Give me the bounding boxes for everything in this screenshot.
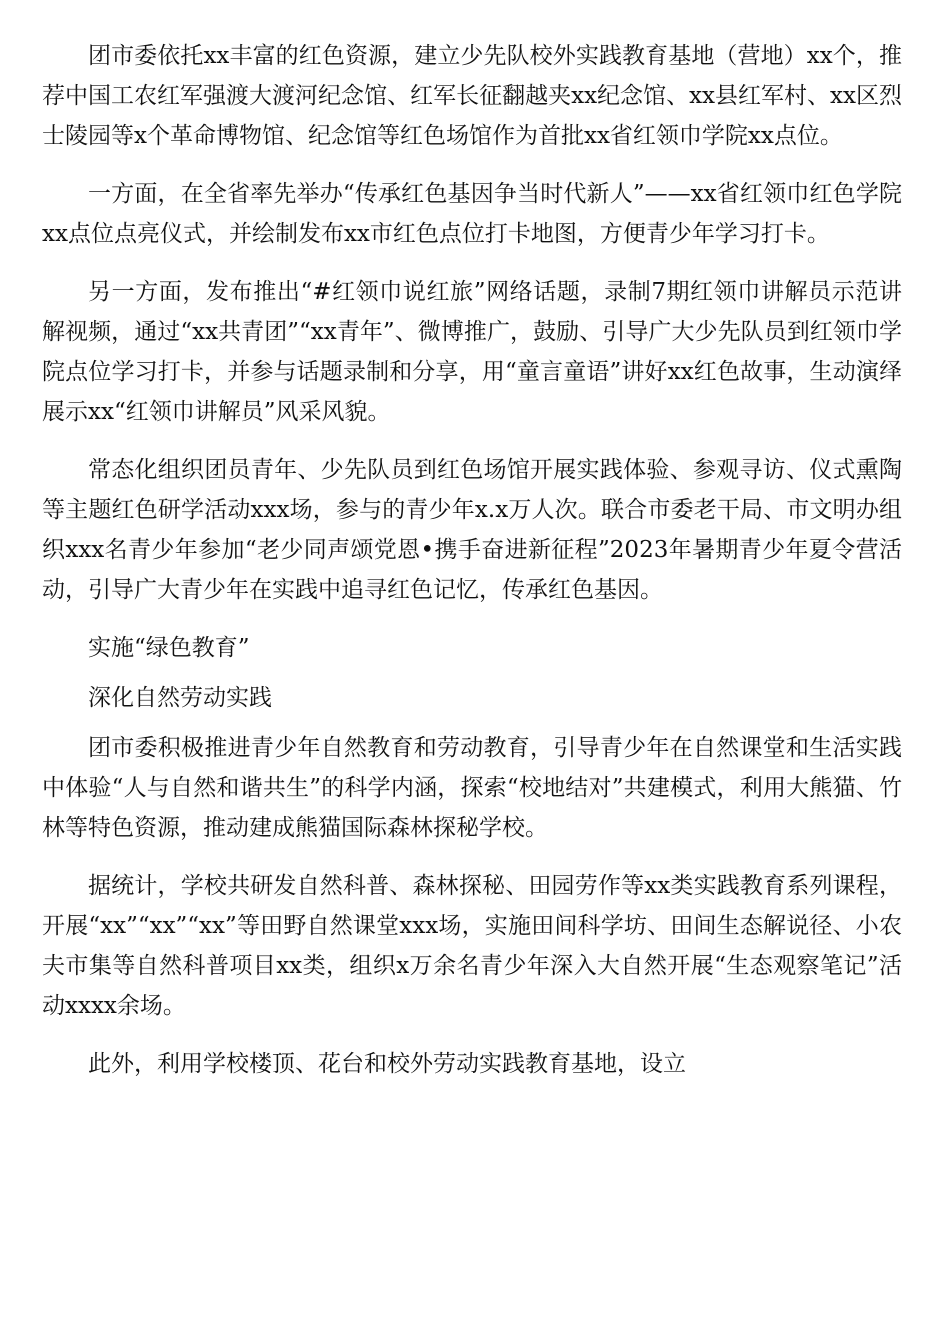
section-subheading-nature-labor: 深化自然劳动实践 bbox=[88, 685, 272, 711]
paragraph-study-activities: 常态化组织团员青年、少先队员到红色场馆开展实践体验、参观寻访、仪式熏陶等主题红色研学活动xxx场，参与的青少年x.x万人次。联合市委老干局、市文明办组织xxx名青少年参加“老少同声颂党恩•携手奋进新征程”2023年暑期青少年夏令营活动，引导广大青少年在实践中追寻红色记忆，传承红色基因。 bbox=[42, 457, 902, 603]
section-heading-green-education: 实施“绿色教育” bbox=[88, 635, 250, 661]
paragraph-statistics: 据统计，学校共研发自然科普、森林探秘、田园劳作等xx类实践教育系列课程，开展“xx”“xx”“xx”等田野自然课堂xxx场，实施田间科学坊、田间生态解说径、小农夫市集等自然科普项目xx类，组织x万余名青少年深入大自然开展“生态观察笔记”活动xxxx余场。 bbox=[42, 873, 902, 1019]
paragraph-lighting-ceremony: 一方面，在全省率先举办“传承红色基因争当时代新人”——xx省红领巾红色学院xx点位点亮仪式，并绘制发布xx市红色点位打卡地图，方便青少年学习打卡。 bbox=[42, 181, 902, 247]
paragraph-additional: 此外，利用学校楼顶、花台和校外劳动实践教育基地，设立 bbox=[88, 1051, 686, 1077]
paragraph-nature-education: 团市委积极推进青少年自然教育和劳动教育，引导青少年在自然课堂和生活实践中体验“人与自然和谐共生”的科学内涵，探索“校地结对”共建模式，利用大熊猫、竹林等特色资源，推动建成熊猫国际森林探秘学校。 bbox=[42, 735, 902, 841]
paragraph-red-resources-base: 团市委依托xx丰富的红色资源，建立少先队校外实践教育基地（营地）xx个，推荐中国工农红军强渡大渡河纪念馆、红军长征翻越夹xx纪念馆、xx县红军村、xx区烈士陵园等x个革命博物馆、纪念馆等红色场馆作为首批xx省红领巾学院xx点位。 bbox=[42, 43, 902, 149]
paragraph-online-topic: 另一方面，发布推出“#红领巾说红旅”网络话题，录制7期红领巾讲解员示范讲解视频，通过“xx共青团”“xx青年”、微博推广，鼓励、引导广大少先队员到红领巾学院点位学习打卡，并参与话题录制和分享，用“童言童语”讲好xx红色故事，生动演绎展示xx“红领巾讲解员”风采风貌。 bbox=[42, 279, 902, 425]
